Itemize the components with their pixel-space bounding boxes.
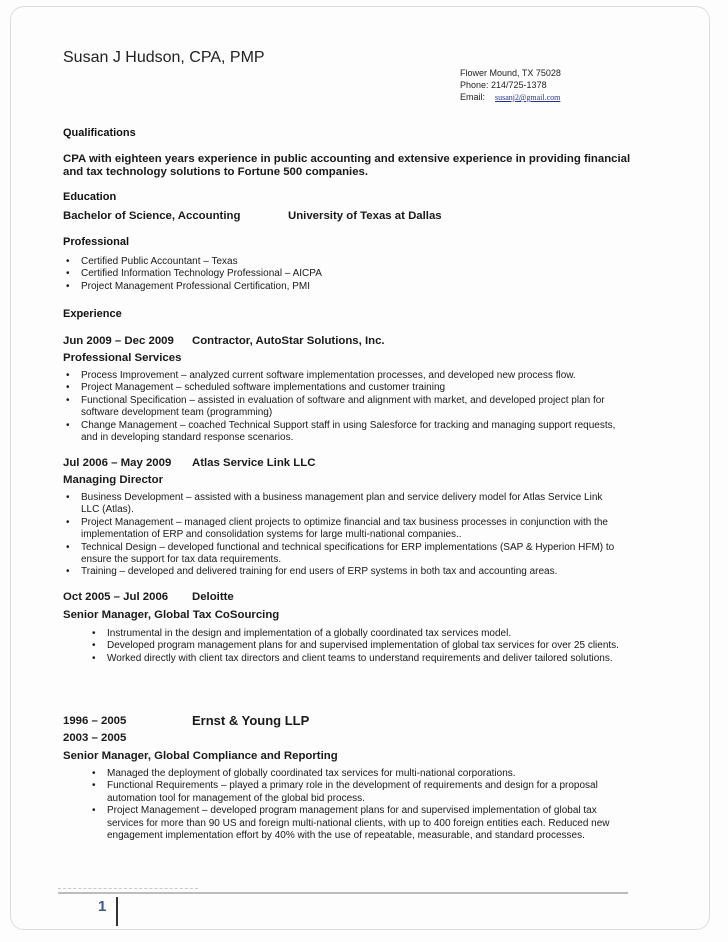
job-dates: Jun 2009 – Dec 2009 — [63, 335, 174, 347]
list-item: • Worked directly with client tax directors and client teams to understand requirements and deliver tailored solutions. — [107, 653, 622, 665]
qualifications-heading: Qualifications — [63, 127, 136, 139]
job-dates: Jul 2006 – May 2009 — [63, 457, 172, 469]
job-bullets — [107, 768, 617, 842]
job-company: Contractor, AutoStar Solutions, Inc. — [192, 335, 385, 347]
job-bullets — [81, 370, 616, 444]
professional-heading: Professional — [63, 236, 130, 248]
job-dates-sub: 2003 – 2005 — [63, 732, 127, 744]
job-dates: Oct 2005 – Jul 2006 — [63, 591, 169, 603]
job-title: Senior Manager, Global Tax CoSourcing — [63, 609, 280, 621]
list-item: • Project Management – developed program management plans for and supervised implementation of global tax services for more than 90 US and foreign multi-national clients, with up to 400 foreign entities each. Reduced new engagement implementation effort by 40% with the use of repeatable, measurable, and standard processes. — [107, 805, 617, 842]
list-item: • Business Development – assisted with a business management plan and service delivery model for Atlas Service Link LLC (Atlas). — [81, 492, 621, 517]
education-school: University of Texas at Dallas — [288, 210, 442, 222]
experience-heading: Experience — [63, 308, 122, 320]
page-number-divider — [116, 897, 118, 926]
job-bullets — [107, 628, 622, 665]
list-item: • Instrumental in the design and implementation of a globally coordinated tax services model. — [107, 628, 622, 640]
job-title: Professional Services — [63, 352, 182, 364]
contact-phone: Phone: 214/725-1378 — [460, 80, 547, 90]
list-item: • Managed the deployment of globally coordinated tax services for multi-national corporations. — [107, 768, 617, 780]
job-company: Ernst & Young LLP — [192, 713, 310, 728]
list-item: • Certified Information Technology Professional – AICPA — [81, 268, 641, 280]
education-degree: Bachelor of Science, Accounting — [63, 210, 241, 222]
candidate-name: Susan J Hudson, CPA, PMP — [63, 49, 265, 66]
list-item: • Project Management – managed client projects to optimize financial and tax business processes in conjunction with the implementation of ERP and consolidation systems for large multi-national companies.. — [81, 517, 621, 542]
education-heading: Education — [63, 191, 117, 203]
list-item: • Functional Requirements – played a primary role in the development of requirements and design for a proposal automation tool for management of the global bid process. — [107, 780, 617, 805]
contact-email-row — [460, 92, 560, 102]
page-number: 1 — [98, 898, 107, 915]
professional-list — [81, 256, 641, 293]
email-label: Email: — [460, 92, 486, 102]
list-item: • Project Management – scheduled software implementations and customer training — [81, 382, 616, 394]
list-item: • Developed program management plans for and supervised implementation of global tax services for over 25 clients. — [107, 640, 622, 652]
list-item: • Technical Design – developed functional and technical specifications for ERP implementations (SAP & Hyperion HFM) to ensure the support for tax data requirements. — [81, 542, 621, 567]
list-item: • Training – developed and delivered training for end users of ERP systems in both tax and accounting areas. — [81, 566, 621, 578]
job-company: Deloitte — [192, 591, 234, 603]
list-item: • Change Management – coached Technical Support staff in using Salesforce for tracking and managing support requests, and in developing standard response scenarios. — [81, 420, 616, 445]
list-item: • Project Management Professional Certification, PMI — [81, 281, 641, 293]
contact-address: Flower Mound, TX 75028 — [460, 68, 561, 78]
job-bullets — [81, 492, 621, 579]
job-company: Atlas Service Link LLC — [192, 457, 316, 469]
footer-rule — [58, 892, 628, 894]
list-item: • Functional Specification – assisted in evaluation of software and alignment with market, and developed project plan for software development team (programming) — [81, 395, 616, 420]
qualifications-summary: CPA with eighteen years experience in public accounting and extensive experience in providing financial and tax technology solutions to Fortune 500 companies. — [63, 153, 631, 178]
job-title: Senior Manager, Global Compliance and Reporting — [63, 750, 338, 762]
list-item: • Process Improvement – analyzed current software implementation processes, and developed new process flow. — [81, 370, 616, 382]
list-item: • Certified Public Accountant – Texas — [81, 256, 641, 268]
email-link[interactable]: susanj2@gmail.com — [495, 93, 561, 102]
job-title: Managing Director — [63, 474, 163, 486]
job-dates: 1996 – 2005 — [63, 715, 127, 727]
